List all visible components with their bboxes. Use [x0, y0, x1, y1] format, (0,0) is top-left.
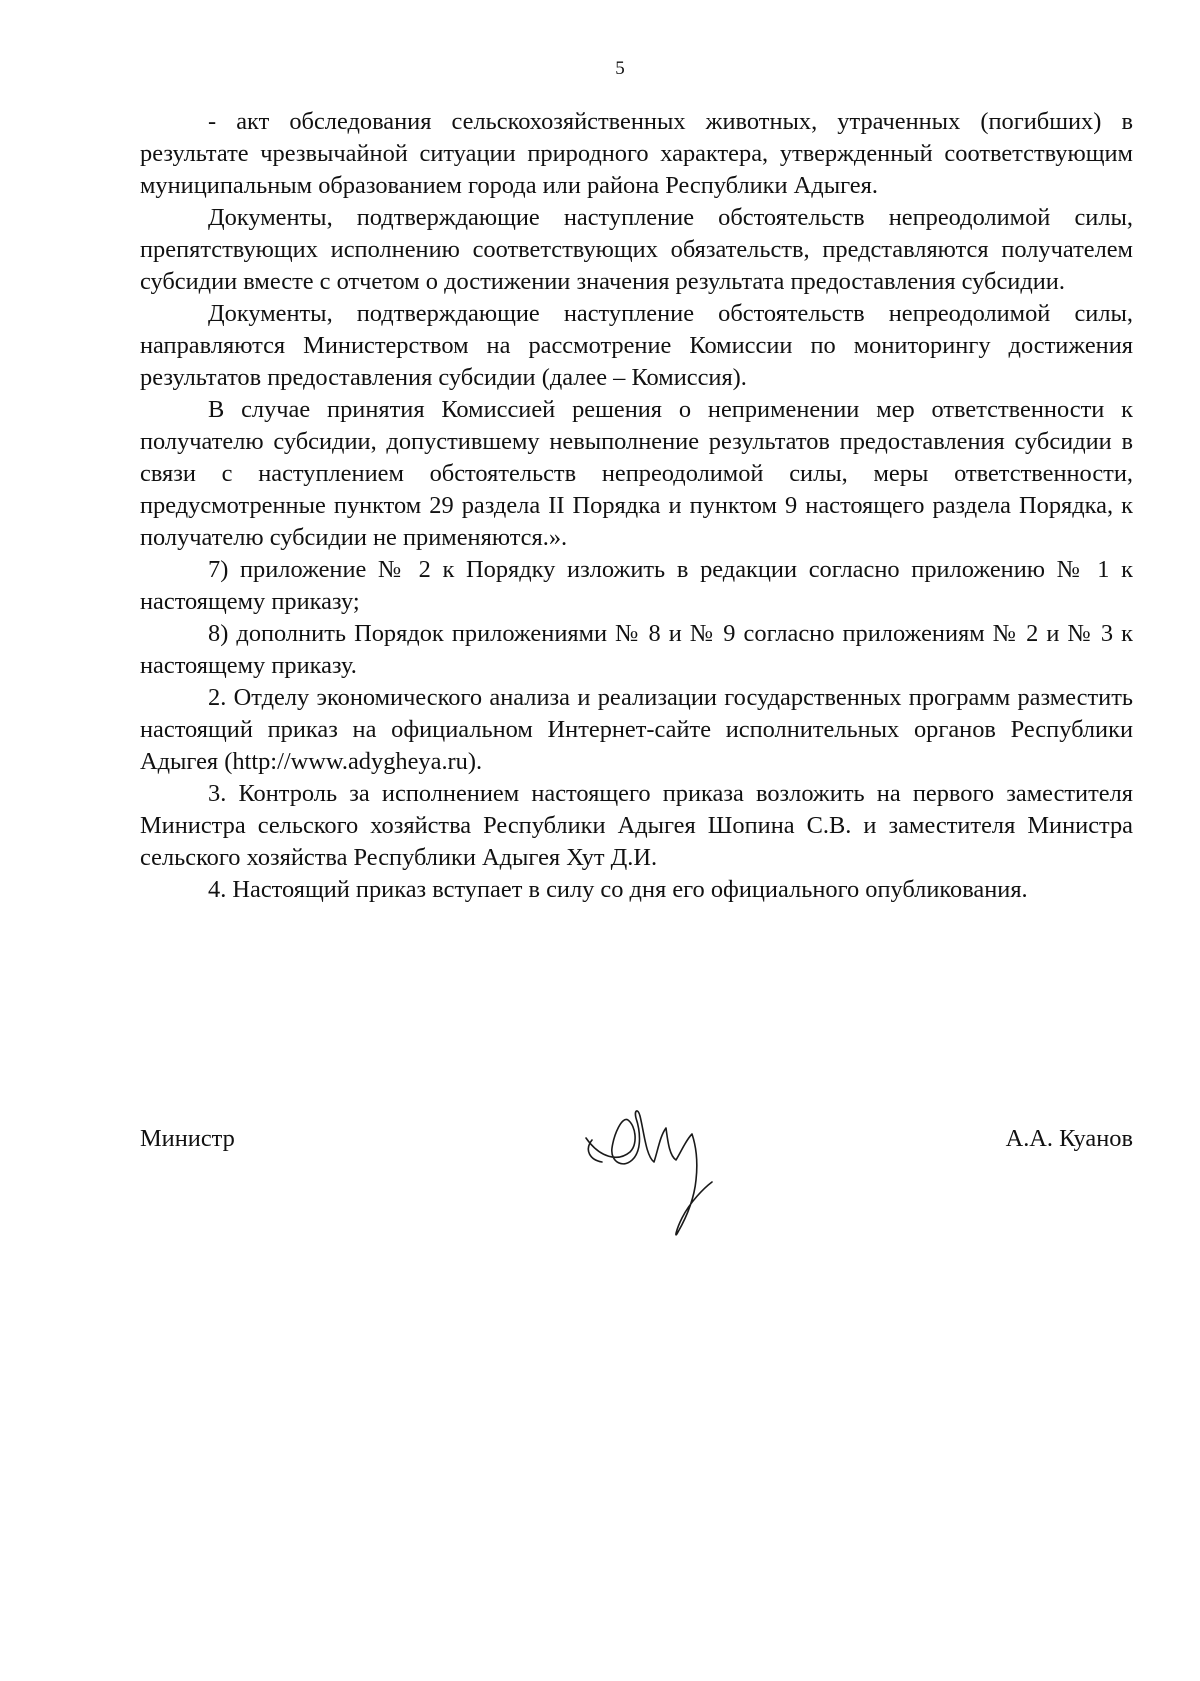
signatory-name: А.А. Куанов	[1005, 1125, 1133, 1152]
paragraph-item-7: 7) приложение № 2 к Порядку изложить в редакции согласно приложению № 1 к настоящему приказу;	[140, 556, 1133, 615]
paragraph-item-8: 8) дополнить Порядок приложениями № 8 и № 9 согласно приложениям № 2 и № 3 к настоящему приказу.	[140, 620, 1133, 679]
document-body	[140, 106, 1133, 906]
page-number: 5	[615, 58, 625, 79]
handwritten-signature	[578, 1100, 738, 1245]
paragraph-act-inspection: - акт обследования сельскохозяйственных животных, утраченных (погибших) в результате чрезвычайной ситуации природного характера, утвержденный соответствующим муниципальным образованием города или района Республики Адыгея.	[140, 108, 1133, 199]
paragraph-clause-2: 2. Отделу экономического анализа и реализации государственных программ разместить настоящий приказ на официальном Интернет-сайте исполнительных органов Республики Адыгея (http://www.adygheya.ru).	[140, 684, 1133, 775]
paragraph-clause-4: 4. Настоящий приказ вступает в силу со дня его официального опубликования.	[208, 876, 1028, 903]
signatory-title: Министр	[140, 1125, 235, 1152]
paragraph-commission-decision: В случае принятия Комиссией решения о неприменении мер ответственности к получателю субсидии, допустившему невыполнение результатов предоставления субсидии в связи с наступлением обстоятельств непреодолимой силы, меры ответственности, предусмотренные пунктом 29 раздела II Порядка и пунктом 9 настоящего раздела Порядка, к получателю субсидии не применяются.».	[140, 396, 1133, 551]
paragraph-clause-3: 3. Контроль за исполнением настоящего приказа возложить на первого заместителя Министра сельского хозяйства Республики Адыгея Шопина С.В. и заместителя Министра сельского хозяйства Республики Адыгея Хут Д.И.	[140, 780, 1133, 871]
paragraph-force-majeure-documents: Документы, подтверждающие наступление обстоятельств непреодолимой силы, препятствующих исполнению соответствующих обязательств, представляются получателем субсидии вместе с отчетом о достижении значения результата предоставления субсидии.	[140, 204, 1133, 295]
paragraph-commission-review: Документы, подтверждающие наступление обстоятельств непреодолимой силы, направляются Министерством на рассмотрение Комиссии по мониторингу достижения результатов предоставления субсидии (далее – Комиссия).	[140, 300, 1133, 391]
